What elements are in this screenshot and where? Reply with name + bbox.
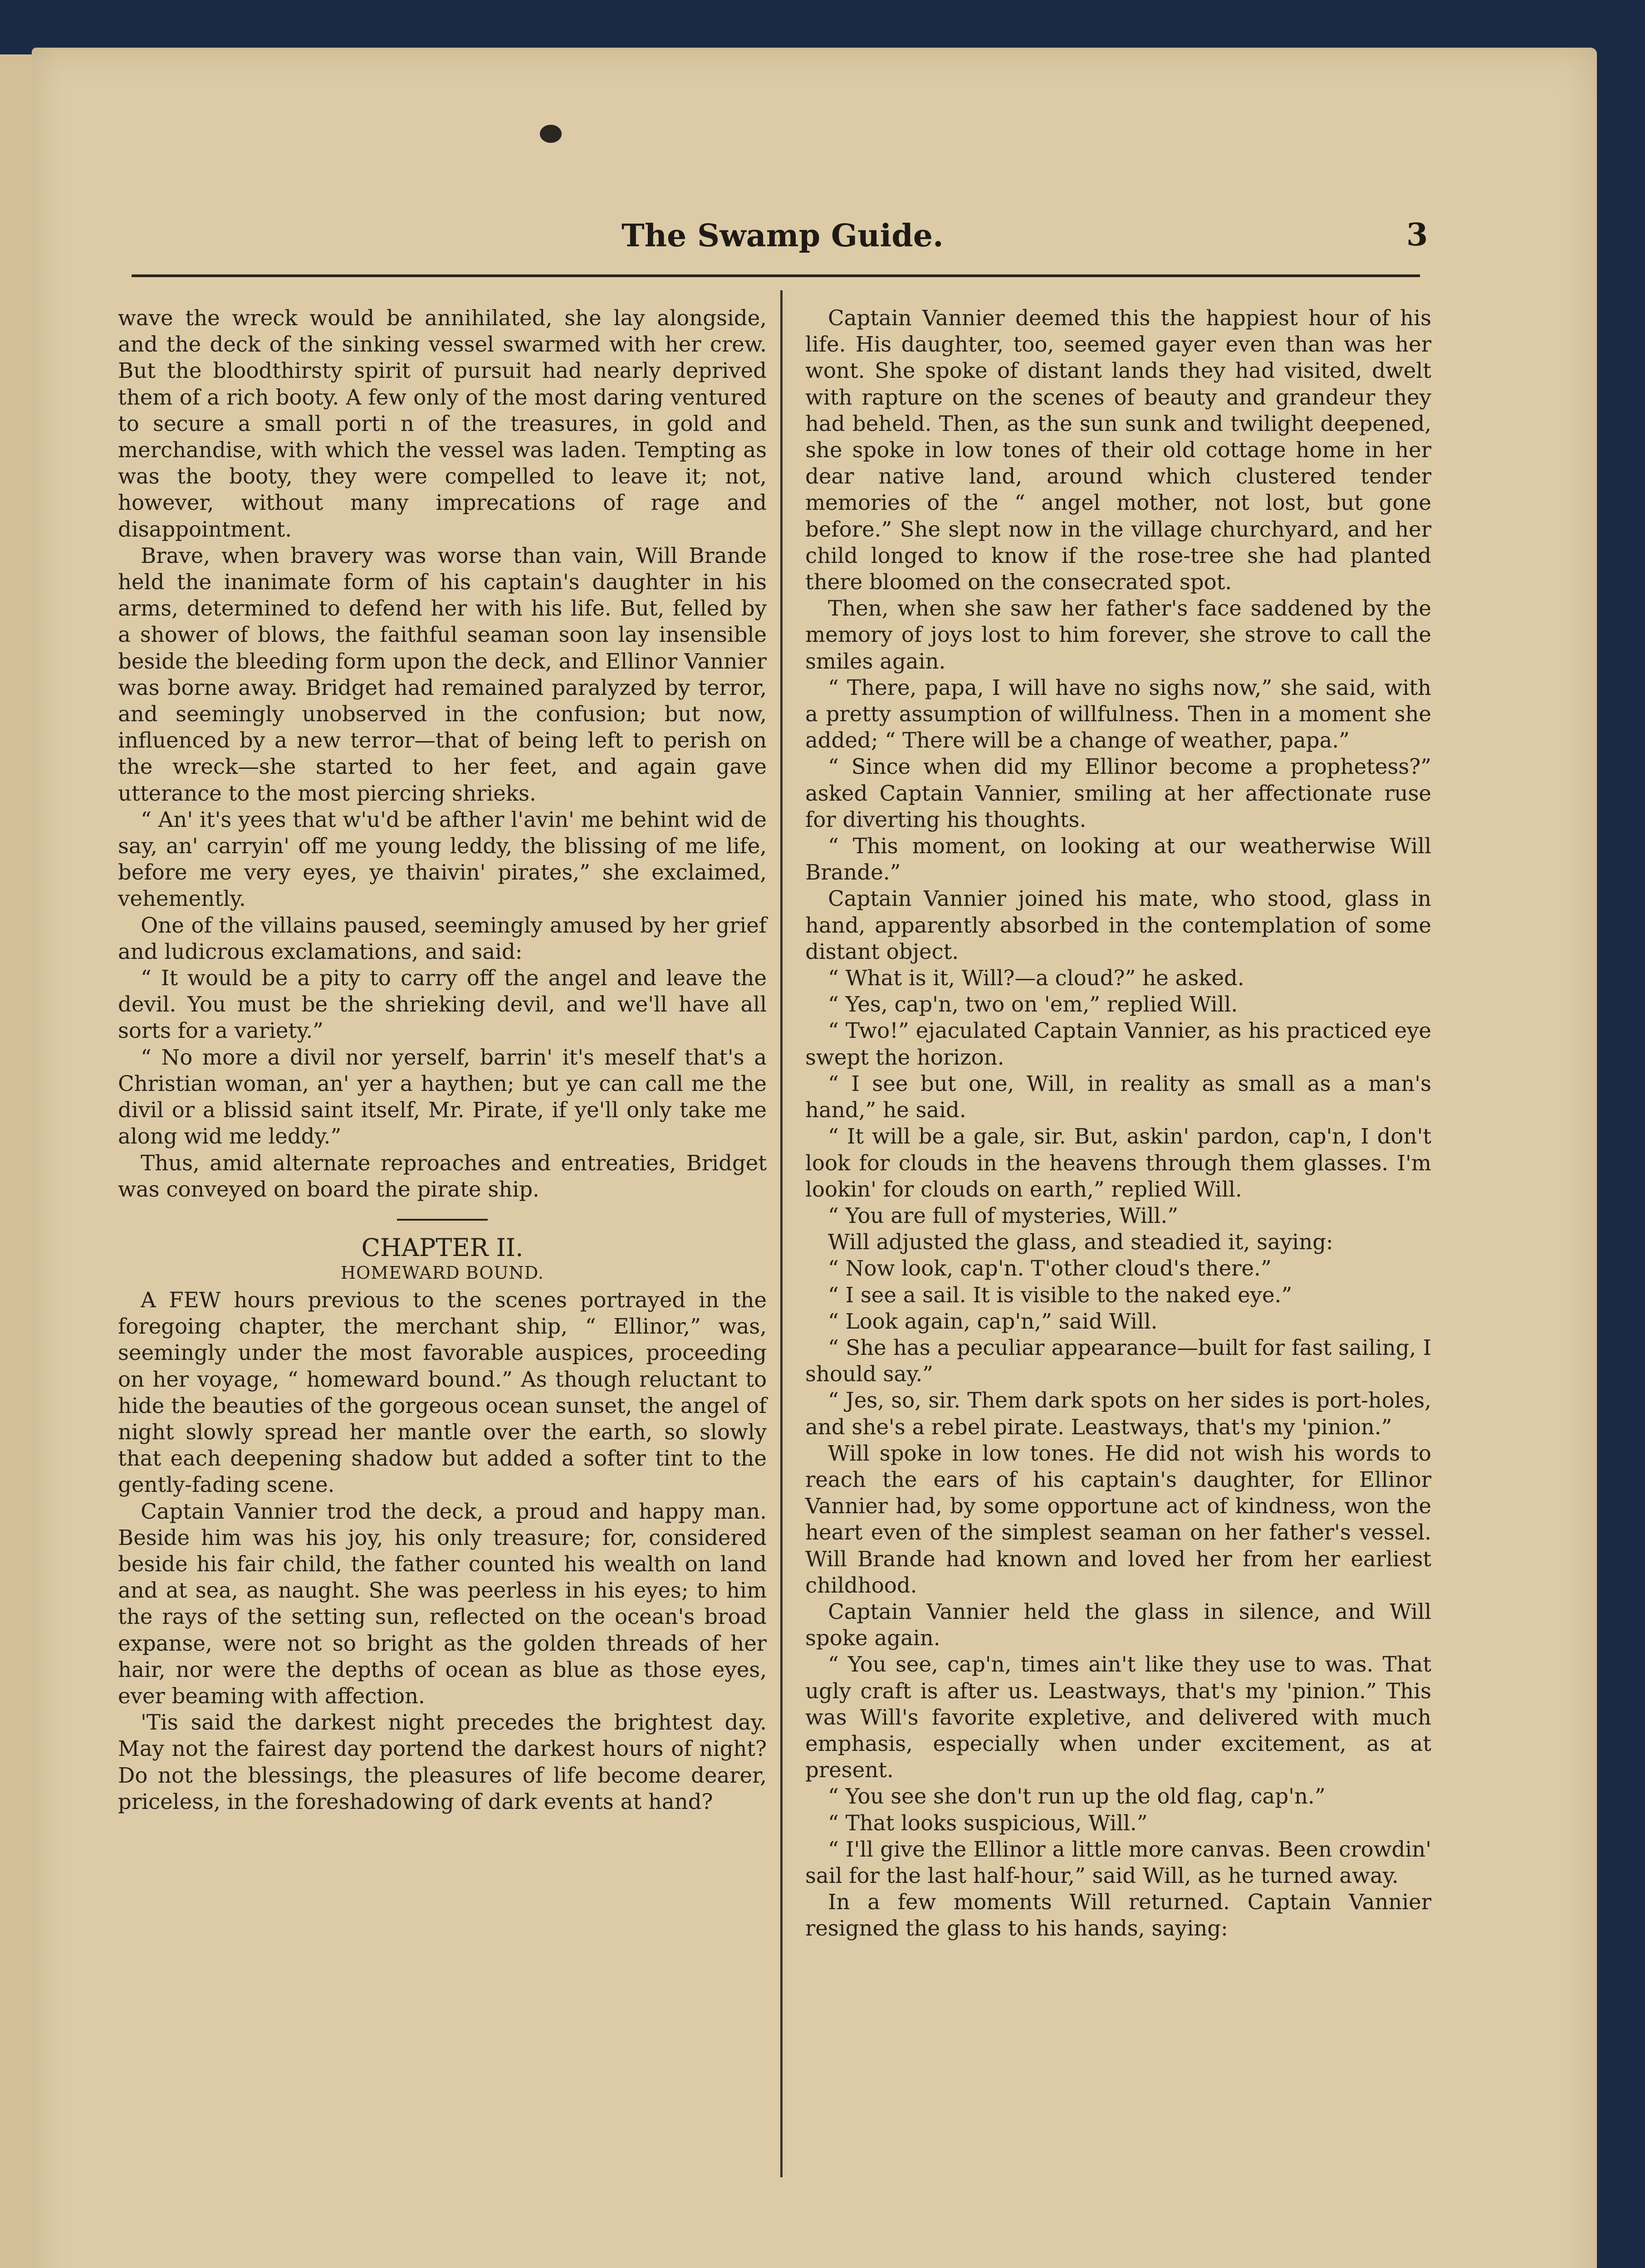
paragraph: “ She has a peculiar appearance—built for fast sailing, I should say.”: [805, 1335, 1431, 1387]
ink-blot: [540, 125, 562, 143]
paragraph: One of the villains paused, seemingly amused by her grief and ludicrous exclamations, and said:: [118, 913, 767, 964]
paragraph: Then, when she saw her father's face saddened by the memory of joys lost to him forever, she strove to call the smiles again.: [805, 596, 1431, 674]
page-number: 3: [1406, 217, 1428, 253]
paragraph: “ I see but one, Will, in reality as small as a man's hand,” he said.: [805, 1071, 1431, 1123]
previous-page-edge: [0, 54, 32, 2268]
paragraph: Captain Vannier trod the deck, a proud and happy man. Beside him was his joy, his only treasure; for, considered beside his fair child, the father counted his wealth on land and at sea, as naught. She was peerless in his eyes; to him the rays of the setting sun, reflected on the ocean's broad expanse, were not so bright as the golden threads of her hair, nor were the depths of ocean as blue as those eyes, ever beaming with affection.: [118, 1499, 767, 1708]
paragraph: A FEW hours previous to the scenes portrayed in the foregoing chapter, the merchant ship, “ Ellinor,” was, seemingly under the most favorable auspices, proceeding on her voyage, “ homeward bound.” As though reluctant to hide the beauties of the gorgeous ocean sunset, the angel of night slowly spread her mantle over the earth, so slowly that each deepening shadow but added a softer tint to the gently-fading scene.: [118, 1287, 767, 1497]
paragraph: “ I see a sail. It is visible to the naked eye.”: [828, 1282, 1292, 1307]
paragraph: In a few moments Will returned. Captain Vannier resigned the glass to his hands, saying:: [805, 1890, 1431, 1941]
header-rule: [132, 274, 1420, 277]
paragraph: Will adjusted the glass, and steadied it, saying:: [828, 1230, 1333, 1255]
paragraph: “ I'll give the Ellinor a little more canvas. Been crowdin' sail for the last half-hour,” said Will, as he turned away.: [805, 1837, 1431, 1888]
paragraph: 'Tis said the darkest night precedes the brightest day. May not the fairest day portend the darkest hours of night? Do not the blessings, the pleasures of life become dearer, priceless, in the foreshadowing of dark events at hand?: [118, 1710, 767, 1814]
paragraph: “ You see, cap'n, times ain't like they use to was. That ugly craft is after us. Leastways, that's my 'pinion.” This was Will's favorite expletive, and delivered with much emphasis, especially when under excitement, as at present.: [805, 1652, 1431, 1783]
left-column: [118, 305, 767, 1815]
running-header-title: The Swamp Guide.: [622, 218, 944, 254]
paragraph: Captain Vannier deemed this the happiest hour of his life. His daughter, too, seemed gayer even than was her wont. She spoke of distant lands they had visited, dwelt with rapture on the scenes of beauty and grandeur they had beheld. Then, as the sun sunk and twilight deepened, she spoke in low tones of their old cottage home in her dear native land, around which clustered tender memories of the “ angel mother, not lost, but gone before.” She slept now in the village churchyard, and her child longed to know if the rose-tree she had planted there bloomed on the consecrated spot.: [805, 306, 1431, 595]
paragraph: “ That looks suspicious, Will.”: [828, 1810, 1148, 1835]
paragraph: “ You see she don't run up the old flag, cap'n.”: [828, 1784, 1326, 1809]
paragraph: “ Look again, cap'n,” said Will.: [828, 1309, 1158, 1334]
paragraph: “ Jes, so, sir. Them dark spots on her sides is port-holes, and she's a rebel pirate. Leastways, that's my 'pinion.”: [805, 1388, 1431, 1439]
paragraph: wave the wreck would be annihilated, she lay alongside, and the deck of the sinking vessel swarmed with her crew. But the bloodthirsty spirit of pursuit had nearly deprived them of a rich booty. A few only of the most daring ventured to secure a small porti n of the treasures, in gold and merchandise, with which the vessel was laden. Tempting as was the booty, they were compelled to leave it; not, however, without many imprecations of rage and disappointment.: [118, 306, 767, 542]
chapter-subtitle: HOMEWARD BOUND.: [341, 1262, 544, 1283]
paragraph: “ Two!” ejaculated Captain Vannier, as his practiced eye swept the horizon.: [805, 1018, 1431, 1070]
paragraph: Captain Vannier joined his mate, who stood, glass in hand, apparently absorbed in the contemplation of some distant object.: [805, 886, 1431, 964]
paragraph: “ Since when did my Ellinor become a prophetess?” asked Captain Vannier, smiling at her affectionate ruse for diverting his thoughts.: [805, 754, 1431, 832]
paragraph: “ This moment, on looking at our weatherwise Will Brande.”: [805, 834, 1431, 885]
paragraph: “ An' it's yees that w'u'd be afther l'avin' me behint wid de say, an' carryin' off me young leddy, the blissing of me life, before me very eyes, ye thaivin' pirates,” she exclaimed, vehemently.: [118, 807, 767, 911]
paragraph: “ Now look, cap'n. T'other cloud's there.”: [828, 1256, 1272, 1281]
paragraph: Captain Vannier held the glass in silence, and Will spoke again.: [805, 1599, 1431, 1651]
paragraph: “ It will be a gale, sir. But, askin' pardon, cap'n, I don't look for clouds in the heavens through them glasses. I'm lookin' for clouds on earth,” replied Will.: [805, 1124, 1431, 1202]
paragraph: Brave, when bravery was worse than vain, Will Brande held the inanimate form of his captain's daughter in his arms, determined to defend her with his life. But, felled by a shower of blows, the faithful seaman soon lay insensible beside the bleeding form upon the deck, and Ellinor Vannier was borne away. Bridget had remained paralyzed by terror, and seemingly unobserved in the confusion; but now, influenced by a new terror—that of being left to perish on the wreck—she started to her feet, and again gave utterance to the most piercing shrieks.: [118, 543, 767, 806]
paragraph: Will spoke in low tones. He did not wish his words to reach the ears of his captain's daughter, for Ellinor Vannier had, by some opportune act of kindness, won the heart even of the simplest seaman on her father's vessel. Will Brande had known and loved her from her earliest childhood.: [805, 1441, 1431, 1598]
paragraph: “ Yes, cap'n, two on 'em,” replied Will.: [828, 992, 1238, 1017]
section-separator: [397, 1219, 488, 1221]
paragraph: “ There, papa, I will have no sighs now,” she said, with a pretty assumption of willfulness. Then in a moment she added; “ There will be a change of weather, papa.”: [805, 675, 1431, 753]
right-column: [805, 305, 1431, 1942]
column-divider: [780, 290, 783, 2177]
paragraph: “ No more a divil nor yerself, barrin' it's meself that's a Christian woman, an' yer a haythen; but ye can call me the divil or a blissid saint itself, Mr. Pirate, if ye'll only take me along wid me leddy.”: [118, 1045, 767, 1149]
chapter-title: CHAPTER II.: [361, 1233, 524, 1262]
paragraph: “ It would be a pity to carry off the angel and leave the devil. You must be the shrieking devil, and we'll have all sorts for a variety.”: [118, 966, 767, 1043]
paragraph: “ You are full of mysteries, Will.”: [828, 1203, 1179, 1228]
paragraph: “ What is it, Will?—a cloud?” he asked.: [828, 966, 1244, 991]
paragraph: Thus, amid alternate reproaches and entreaties, Bridget was conveyed on board the pirate ship.: [118, 1150, 767, 1202]
